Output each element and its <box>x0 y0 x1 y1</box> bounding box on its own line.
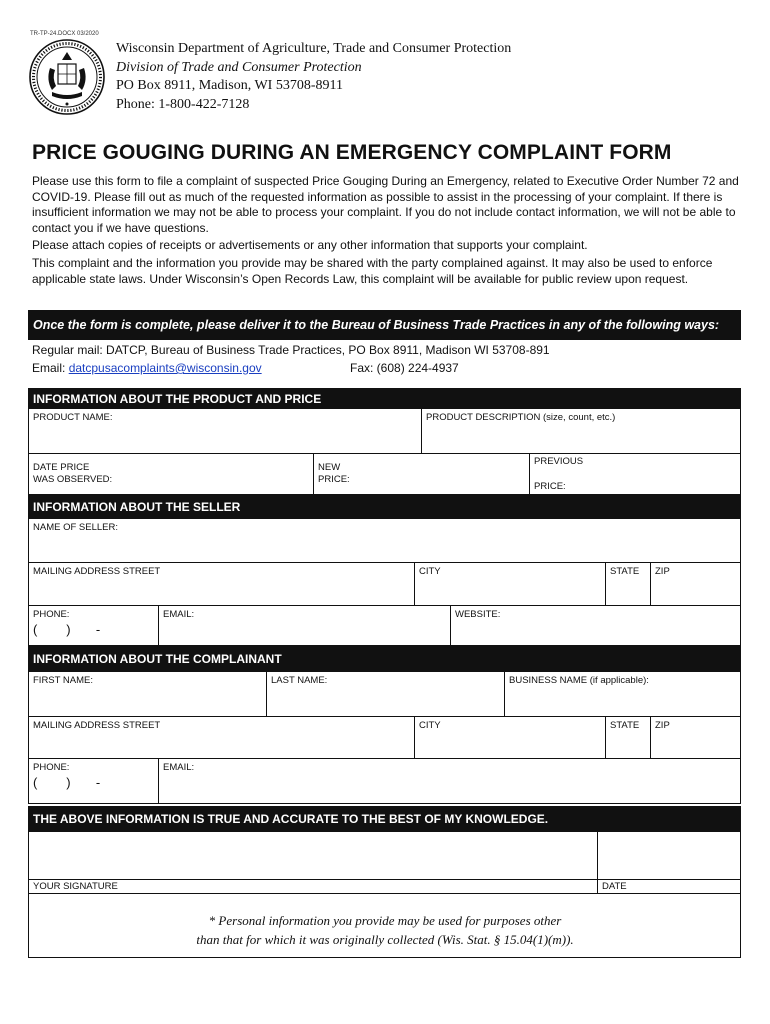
seller-zip-field[interactable] <box>650 562 741 605</box>
complainant-section <box>28 672 741 804</box>
seller-email-label: EMAIL: <box>163 609 195 620</box>
seller-street-field[interactable] <box>29 562 414 605</box>
seller-email-field[interactable] <box>158 605 450 646</box>
complainant-street-label: MAILING ADDRESS STREET <box>33 720 161 731</box>
seller-section-heading: INFORMATION ABOUT THE SELLER <box>28 495 741 519</box>
complainant-state-field[interactable] <box>605 716 650 758</box>
org-name: Wisconsin Department of Agriculture, Trade and Consumer Protection <box>116 41 512 56</box>
product-name-label: PRODUCT NAME: <box>33 412 113 423</box>
complainant-city-field[interactable] <box>414 716 605 758</box>
privacy-note-line-1: * Personal information you provide may be used for purposes other <box>208 913 562 928</box>
seller-zip-label: ZIP <box>655 566 670 577</box>
seller-phone-label: PHONE: <box>33 609 70 620</box>
delivery-email-line <box>32 361 332 377</box>
delivery-mail: Regular mail: DATCP, Bureau of Business Trade Practices, PO Box 8911, Madison WI 53708-891 <box>32 343 550 357</box>
complainant-zip-label: ZIP <box>655 720 670 731</box>
previous-price-field[interactable] <box>529 453 741 495</box>
complainant-section-heading: INFORMATION ABOUT THE COMPLAINANT <box>28 646 741 672</box>
first-name-label: FIRST NAME: <box>33 675 93 686</box>
complainant-email-field[interactable] <box>158 758 741 803</box>
complainant-phone-label: PHONE: <box>33 762 70 773</box>
privacy-note-line-2: than that for which it was originally collected (Wis. Stat. § 15.04(1)(m)). <box>196 932 574 947</box>
org-address: PO Box 8911, Madison, WI 53708-8911 <box>116 78 343 93</box>
last-name-field[interactable] <box>266 672 504 716</box>
seller-website-label: WEBSITE: <box>455 609 501 620</box>
delivery-email-label: Email: <box>32 361 69 375</box>
signature-label: YOUR SIGNATURE <box>29 880 597 894</box>
seller-section <box>28 519 741 646</box>
delivery-fax: Fax: (608) 224-4937 <box>350 361 459 375</box>
last-name-label: LAST NAME: <box>271 675 328 686</box>
seller-website-field[interactable] <box>450 605 741 646</box>
delivery-email-link[interactable]: datcpusacomplaints@wisconsin.gov <box>68 361 262 375</box>
date-observed-field[interactable] <box>29 453 313 495</box>
page-title: PRICE GOUGING DURING AN EMERGENCY COMPLAINT FORM <box>32 141 672 164</box>
complainant-phone-mask: ( ) - <box>33 775 101 790</box>
seller-city-field[interactable] <box>414 562 605 605</box>
seller-name-label: NAME OF SELLER: <box>33 522 118 533</box>
date-observed-label-1: DATE PRICE <box>33 462 90 473</box>
complainant-zip-field[interactable] <box>650 716 741 758</box>
privacy-note <box>29 908 741 952</box>
complainant-state-label: STATE <box>610 720 640 731</box>
complainant-phone-field[interactable] <box>29 758 158 803</box>
product-name-field[interactable] <box>29 409 421 453</box>
seller-state-label: STATE <box>610 566 640 577</box>
new-price-label-2: PRICE: <box>318 474 350 485</box>
delivery-banner: Once the form is complete, please deliver it to the Bureau of Business Trade Practices in any of the following ways: <box>28 310 741 340</box>
intro-paragraph-3: This complaint and the information you provide may be shared with the party complained against. It may also be used to enforce applicable state laws. Under Wisconsin’s Open Records Law, this complaint will be available for public review upon request. <box>32 256 713 286</box>
seller-street-label: MAILING ADDRESS STREET <box>33 566 161 577</box>
date-observed-label-2: WAS OBSERVED: <box>33 474 113 485</box>
product-section <box>28 409 741 495</box>
new-price-field[interactable] <box>313 453 529 495</box>
attestation-section <box>28 832 741 958</box>
product-description-field[interactable] <box>421 409 741 453</box>
new-price-label-1: NEW <box>318 462 341 473</box>
date-field[interactable] <box>597 832 741 880</box>
intro-paragraph-2: Please attach copies of receipts or advertisements or any other information that supports your complaint. <box>32 238 588 252</box>
wisconsin-seal-logo <box>28 38 106 116</box>
seller-city-label: CITY <box>419 566 441 577</box>
date-label: DATE <box>597 880 741 894</box>
seller-name-field[interactable] <box>29 519 741 562</box>
complainant-street-field[interactable] <box>29 716 414 758</box>
business-name-field[interactable] <box>504 672 741 716</box>
previous-price-label-2: PRICE: <box>534 481 566 492</box>
org-phone: Phone: 1-800-422-7128 <box>116 97 250 112</box>
division-name: Division of Trade and Consumer Protection <box>116 60 362 75</box>
first-name-field[interactable] <box>29 672 266 716</box>
seller-state-field[interactable] <box>605 562 650 605</box>
seller-phone-mask: ( ) - <box>33 622 101 637</box>
complainant-email-label: EMAIL: <box>163 762 195 773</box>
previous-price-label-1: PREVIOUS <box>534 456 584 467</box>
form-code: TR-TP-24.DOCX 03/2020 <box>30 31 99 37</box>
signature-field[interactable] <box>29 832 597 880</box>
complainant-city-label: CITY <box>419 720 441 731</box>
product-description-label: PRODUCT DESCRIPTION (size, count, etc.) <box>426 412 616 423</box>
product-section-heading: INFORMATION ABOUT THE PRODUCT AND PRICE <box>28 388 741 409</box>
attestation-heading: THE ABOVE INFORMATION IS TRUE AND ACCURATE TO THE BEST OF MY KNOWLEDGE. <box>28 806 741 832</box>
business-name-label: BUSINESS NAME (if applicable): <box>509 675 649 686</box>
intro-paragraph-1: Please use this form to file a complaint of suspected Price Gouging During an Emergency, related to Executive Order Number 72 and COVID-19. Please fill out as much of the requested information as possible to assist in the processing of your complaint. If there is insufficient information we may not be able to process your complaint. If you do not include contact information, we will not be able to contact you if we have questions. <box>32 174 739 235</box>
seller-phone-field[interactable] <box>29 605 158 646</box>
